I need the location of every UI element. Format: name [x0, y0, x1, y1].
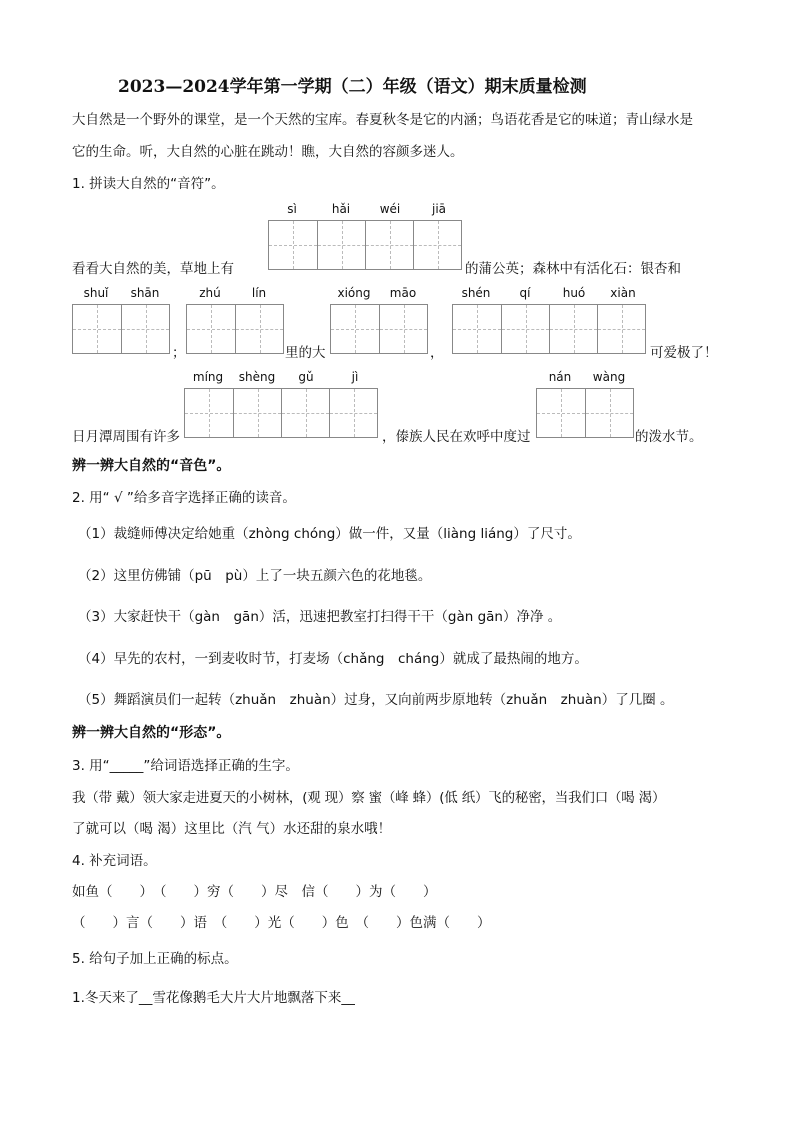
q1-text: ，	[430, 345, 444, 361]
q2-item: （4）早先的农村，一到麦收时节，打麦场（chǎng cháng）就成了最热闹的地方。	[78, 651, 588, 667]
q2-item: （5）舞蹈演员们一起转（zhuǎn zhuàn）过身，又向前两步原地转（zhuǎn zhuàn）了几圈 。	[78, 692, 674, 708]
pinyin: shān	[130, 286, 160, 300]
pinyin: xióng	[337, 286, 371, 300]
q4-line: 如鱼（ ） （ ）穷（ ）尽 信（ ）为（ ）	[72, 884, 437, 900]
writing-grid-siwei[interactable]	[268, 220, 462, 270]
intro-line-2: 它的生命。听，大自然的心脏在跳动！瞧，大自然的容颜多迷人。	[72, 144, 464, 160]
pinyin: qí	[519, 286, 531, 300]
writing-grid-nanwang[interactable]	[536, 388, 634, 438]
pinyin: shèng	[238, 370, 276, 384]
q1-text: 的蒲公英；森林中有活化石：银杏和	[465, 261, 681, 277]
q3-heading: 3. 用“_____”给词语选择正确的生字。	[72, 758, 299, 774]
pinyin: huó	[562, 286, 586, 300]
writing-grid-shenqi[interactable]	[452, 304, 646, 354]
pinyin: wéi	[379, 202, 401, 216]
q1-text: ，傣族人民在欢呼中度过	[382, 429, 531, 445]
pinyin: shuǐ	[83, 286, 109, 300]
writing-grid-zhulin[interactable]	[186, 304, 284, 354]
section-heading: 辨一辨大自然的“形态”。	[72, 725, 231, 741]
pinyin: hǎi	[331, 202, 351, 216]
q1-heading: 1. 拼读大自然的“音符”。	[72, 176, 225, 192]
pinyin: wàng	[592, 370, 626, 384]
section-heading: 辨一辨大自然的“音色”。	[72, 458, 231, 474]
q2-item: （1）裁缝师傅决定给她重（zhòng chóng）做一件，又量（liàng liáng）了尺寸。	[78, 526, 581, 542]
q5-heading: 5. 给句子加上正确的标点。	[72, 951, 238, 967]
q2-heading: 2. 用“ √ ”给多音字选择正确的读音。	[72, 490, 296, 506]
pinyin: xiàn	[610, 286, 636, 300]
pinyin: māo	[389, 286, 417, 300]
pinyin: nán	[548, 370, 572, 384]
q1-text: 里的大	[285, 345, 326, 361]
pinyin: jiā	[431, 202, 447, 216]
q1-text: 日月潭周围有许多	[72, 429, 180, 445]
pinyin: gǔ	[298, 370, 314, 384]
writing-grid-shuishan[interactable]	[72, 304, 170, 354]
intro-line-1: 大自然是一个野外的课堂，是一个天然的宝库。春夏秋冬是它的内涵；鸟语花香是它的味道；青山绿水是	[72, 112, 693, 128]
writing-grid-xiongmao[interactable]	[330, 304, 428, 354]
pinyin: jì	[351, 370, 359, 384]
q1-text: 看看大自然的美，草地上有	[72, 261, 234, 277]
page-title: 2023—2024学年第一学期（二）年级（语文）期末质量检测	[118, 77, 587, 97]
writing-grid-mingsheng[interactable]	[184, 388, 378, 438]
pinyin: míng	[192, 370, 224, 384]
q5-sentence: 1.冬天来了__雪花像鹅毛大片大片地飘落下来__	[72, 990, 355, 1006]
q1-text: ；	[172, 345, 186, 361]
pinyin: sì	[287, 202, 297, 216]
q2-item: （2）这里仿佛铺（pū pù）上了一块五颜六色的花地毯。	[78, 568, 432, 584]
pinyin: lín	[251, 286, 267, 300]
q1-text: 可爱极了！	[650, 345, 718, 361]
pinyin: shén	[461, 286, 491, 300]
q3-line: 我（带 戴）领大家走进夏天的小树林，(观 现）察 蜜（峰 蜂）(低 纸）飞的秘密，当我们口（喝 渴）	[72, 790, 666, 806]
q3-line: 了就可以（喝 渴）这里比（汽 气）水还甜的泉水哦！	[72, 821, 392, 837]
q1-text: 的泼水节。	[635, 429, 703, 445]
q4-heading: 4. 补充词语。	[72, 853, 157, 869]
pinyin: zhú	[199, 286, 221, 300]
q2-item: （3）大家赶快干（gàn gān）活，迅速把教室打扫得干干（gàn gān）净净 。	[78, 609, 562, 625]
q4-line: （ ）言（ ）语 （ ）光（ ）色 （ ）色满（ ）	[72, 915, 491, 931]
